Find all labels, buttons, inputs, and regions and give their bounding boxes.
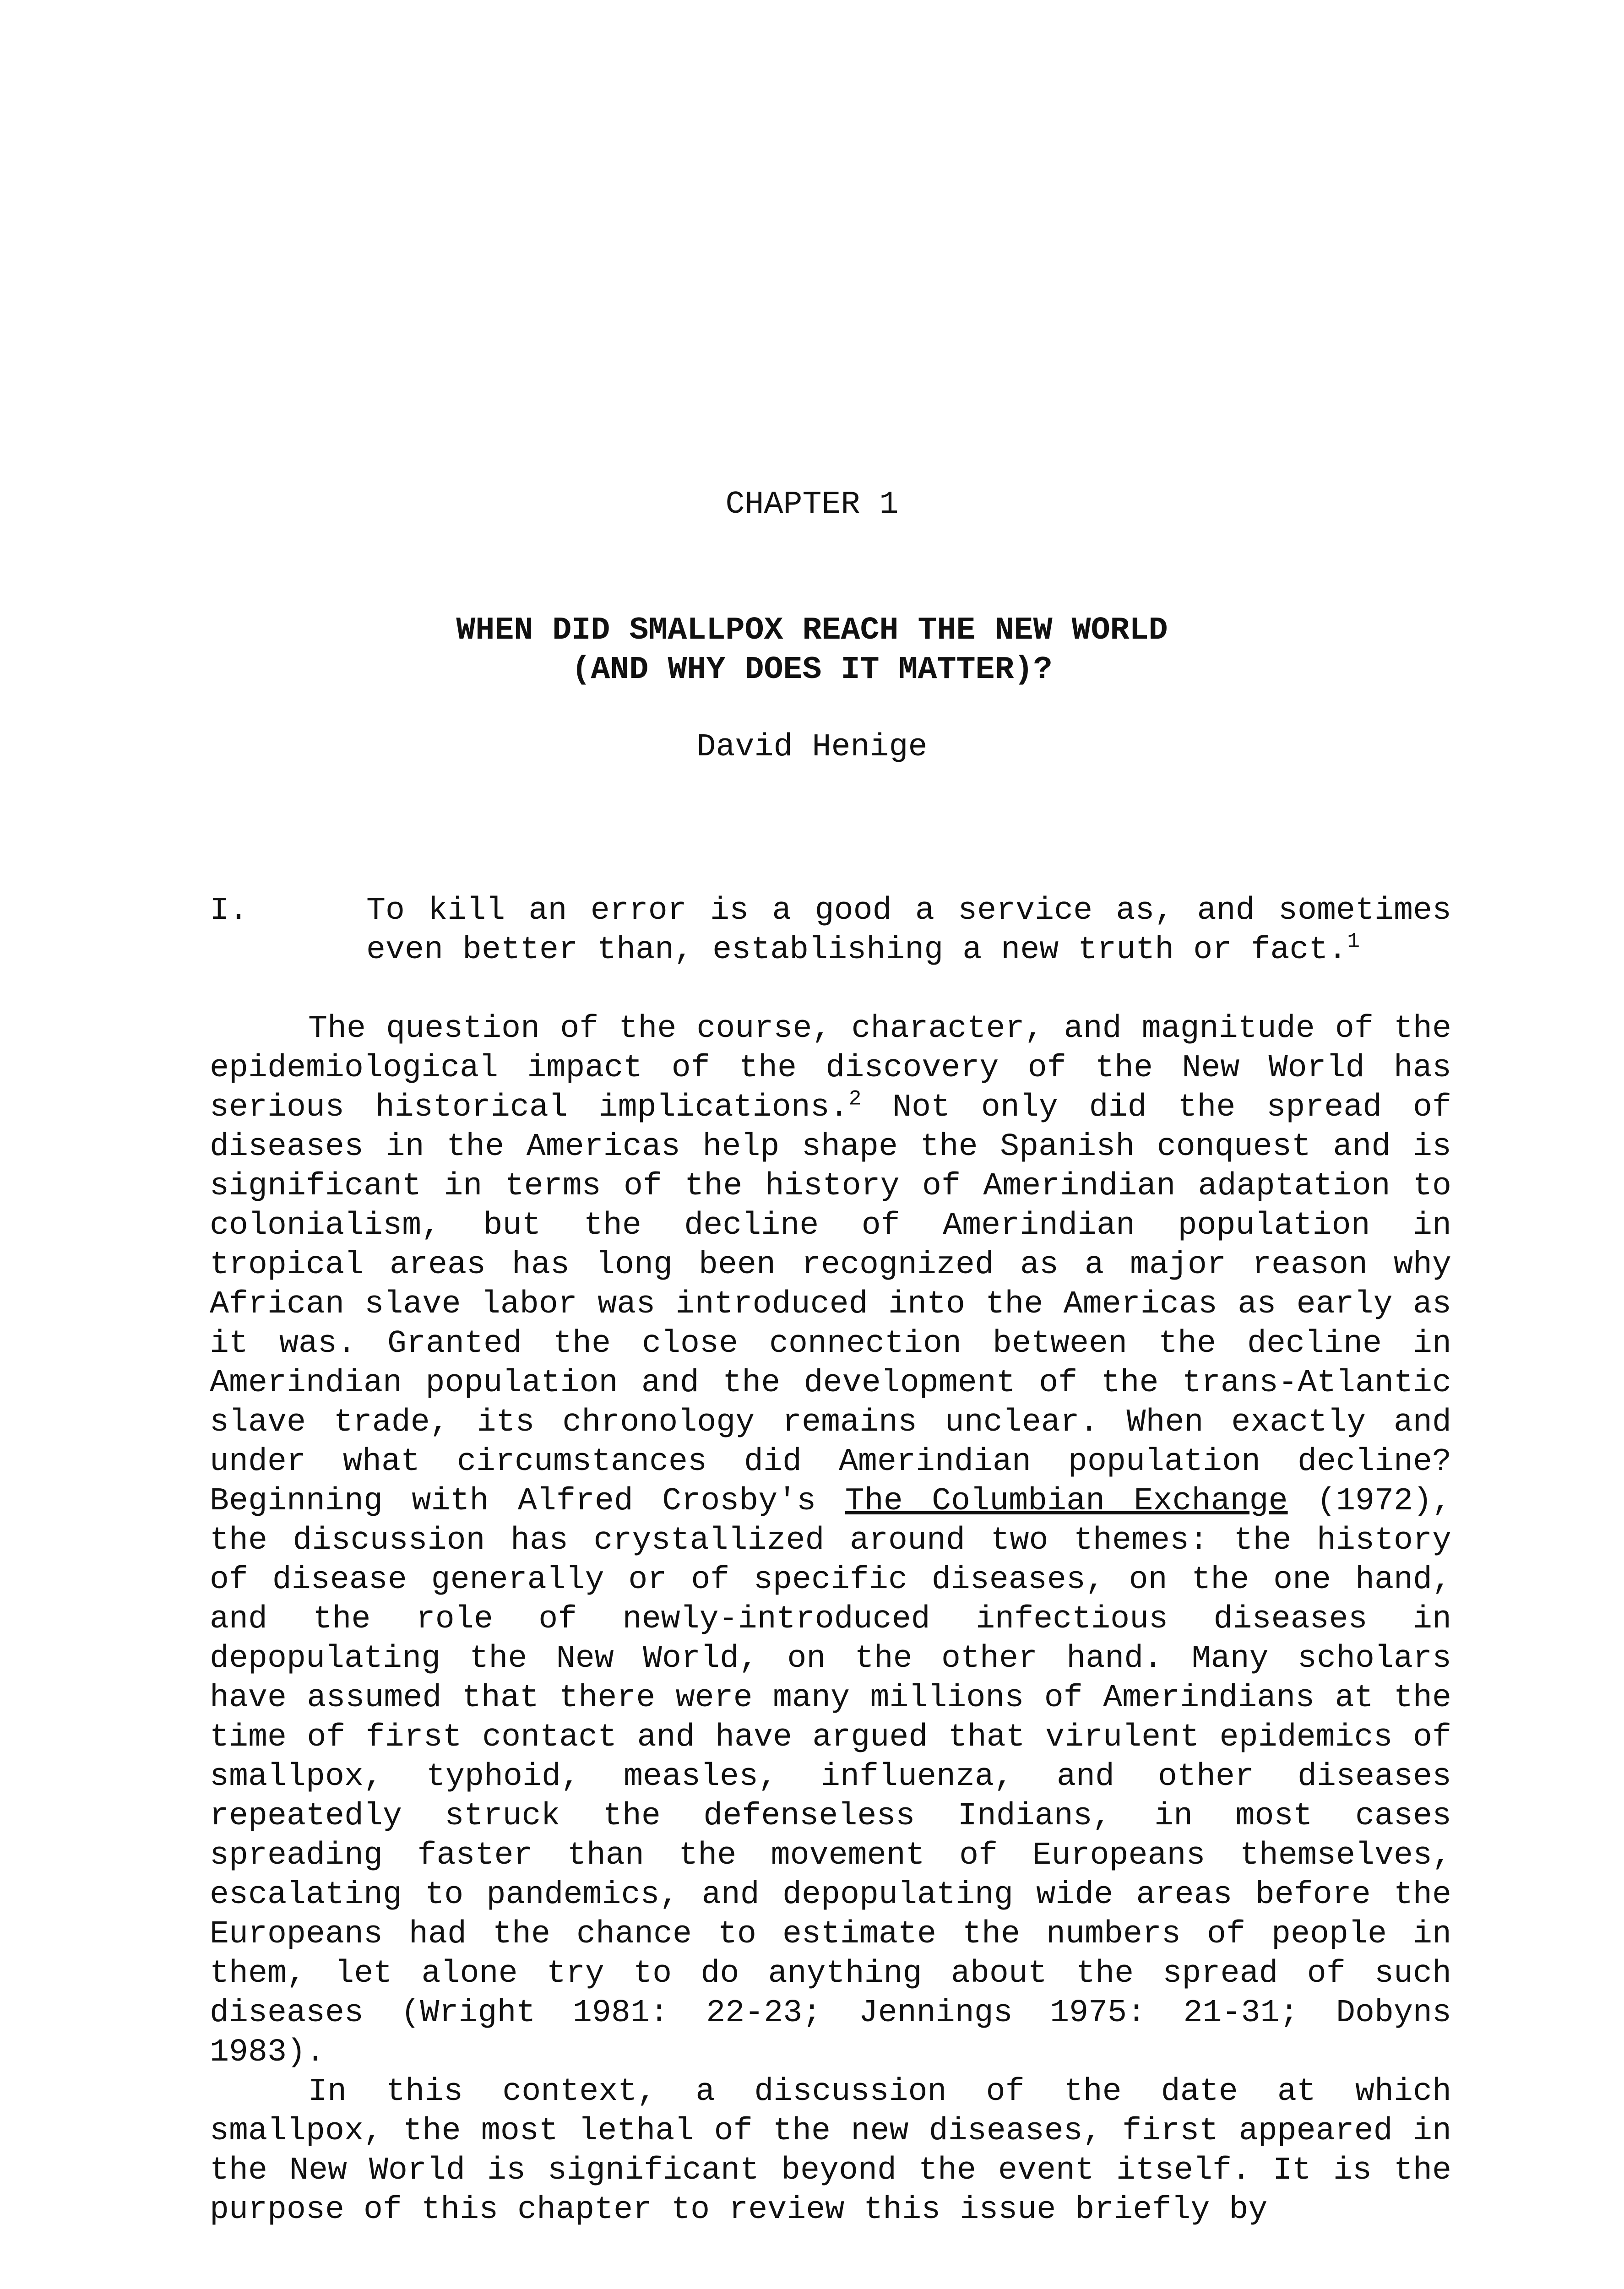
paragraph-1-part-b: Not only did the spread of diseases in the Americas help shape the Spanish conquest and is significant in terms of the history of Amerindian adaptation to colonialism, but the decline of Amerindian population in tropical areas has long been recognized as a major reason why African slave labor was introduced into the Americas as early as it was. Granted the close connection between the decline in Amerindian population and the development of the trans-Atlantic slave trade, its chronology remains unclear. When exactly and under what circumstances did Amerindian population decline? Beginning with Alfred Crosby's <box>210 1090 1452 1519</box>
book-title: The Columbian Exchange <box>845 1483 1288 1519</box>
footnote-ref-2: 2 <box>848 1087 862 1111</box>
chapter-heading: CHAPTER 1 <box>725 487 899 523</box>
paragraph-1-part-c: (1972), the discussion has crystallized around two themes: the history of disease generally or of specific diseases, on the one hand, and the role of newly-introduced infectious diseases in depopulating the New World, on the other hand. Many scholars have assumed that there were many millions of Amerindians at the time of first contact and have argued that virulent epidemics of smallpox, typhoid, measles, influenza, and other diseases repeatedly struck the defenseless Indians, in most cases spreading faster than the movement of Europeans themselves, escalating to pandemics, and depopulating wide areas before the Europeans had the chance to estimate the numbers of people in them, let alone try to do anything about the spread of such diseases (Wright 1981: 22-23; Jennings 1975: 21-31; Dobyns 1983). <box>210 1483 1451 2071</box>
chapter-title <box>0 611 1624 690</box>
author-name: David Henige <box>696 729 928 765</box>
section-marker: I. <box>210 893 249 929</box>
footnote-ref-1: 1 <box>1347 929 1360 954</box>
title-line-1: WHEN DID SMALLPOX REACH THE NEW WORLD <box>456 613 1168 649</box>
paragraph-2: In this context, a discussion of the date at which smallpox, the most lethal of the new diseases, first appeared in the New World is significant beyond the event itself. It is the purpose of this chapter to review this issue briefly by <box>210 2074 1451 2228</box>
paragraph-1 <box>210 1009 1451 2072</box>
body-text <box>210 1009 1451 2230</box>
epigraph <box>366 891 1451 970</box>
title-line-2: (AND WHY DOES IT MATTER)? <box>571 652 1053 688</box>
paragraph-1-part-a: The question of the course, character, and magnitude of the epidemiological impact of the discovery of the New World has serious historical implications. <box>210 1011 1451 1126</box>
epigraph-text: To kill an error is a good a service as, and sometimes even better than, establishing a new truth or fact. <box>366 893 1451 968</box>
